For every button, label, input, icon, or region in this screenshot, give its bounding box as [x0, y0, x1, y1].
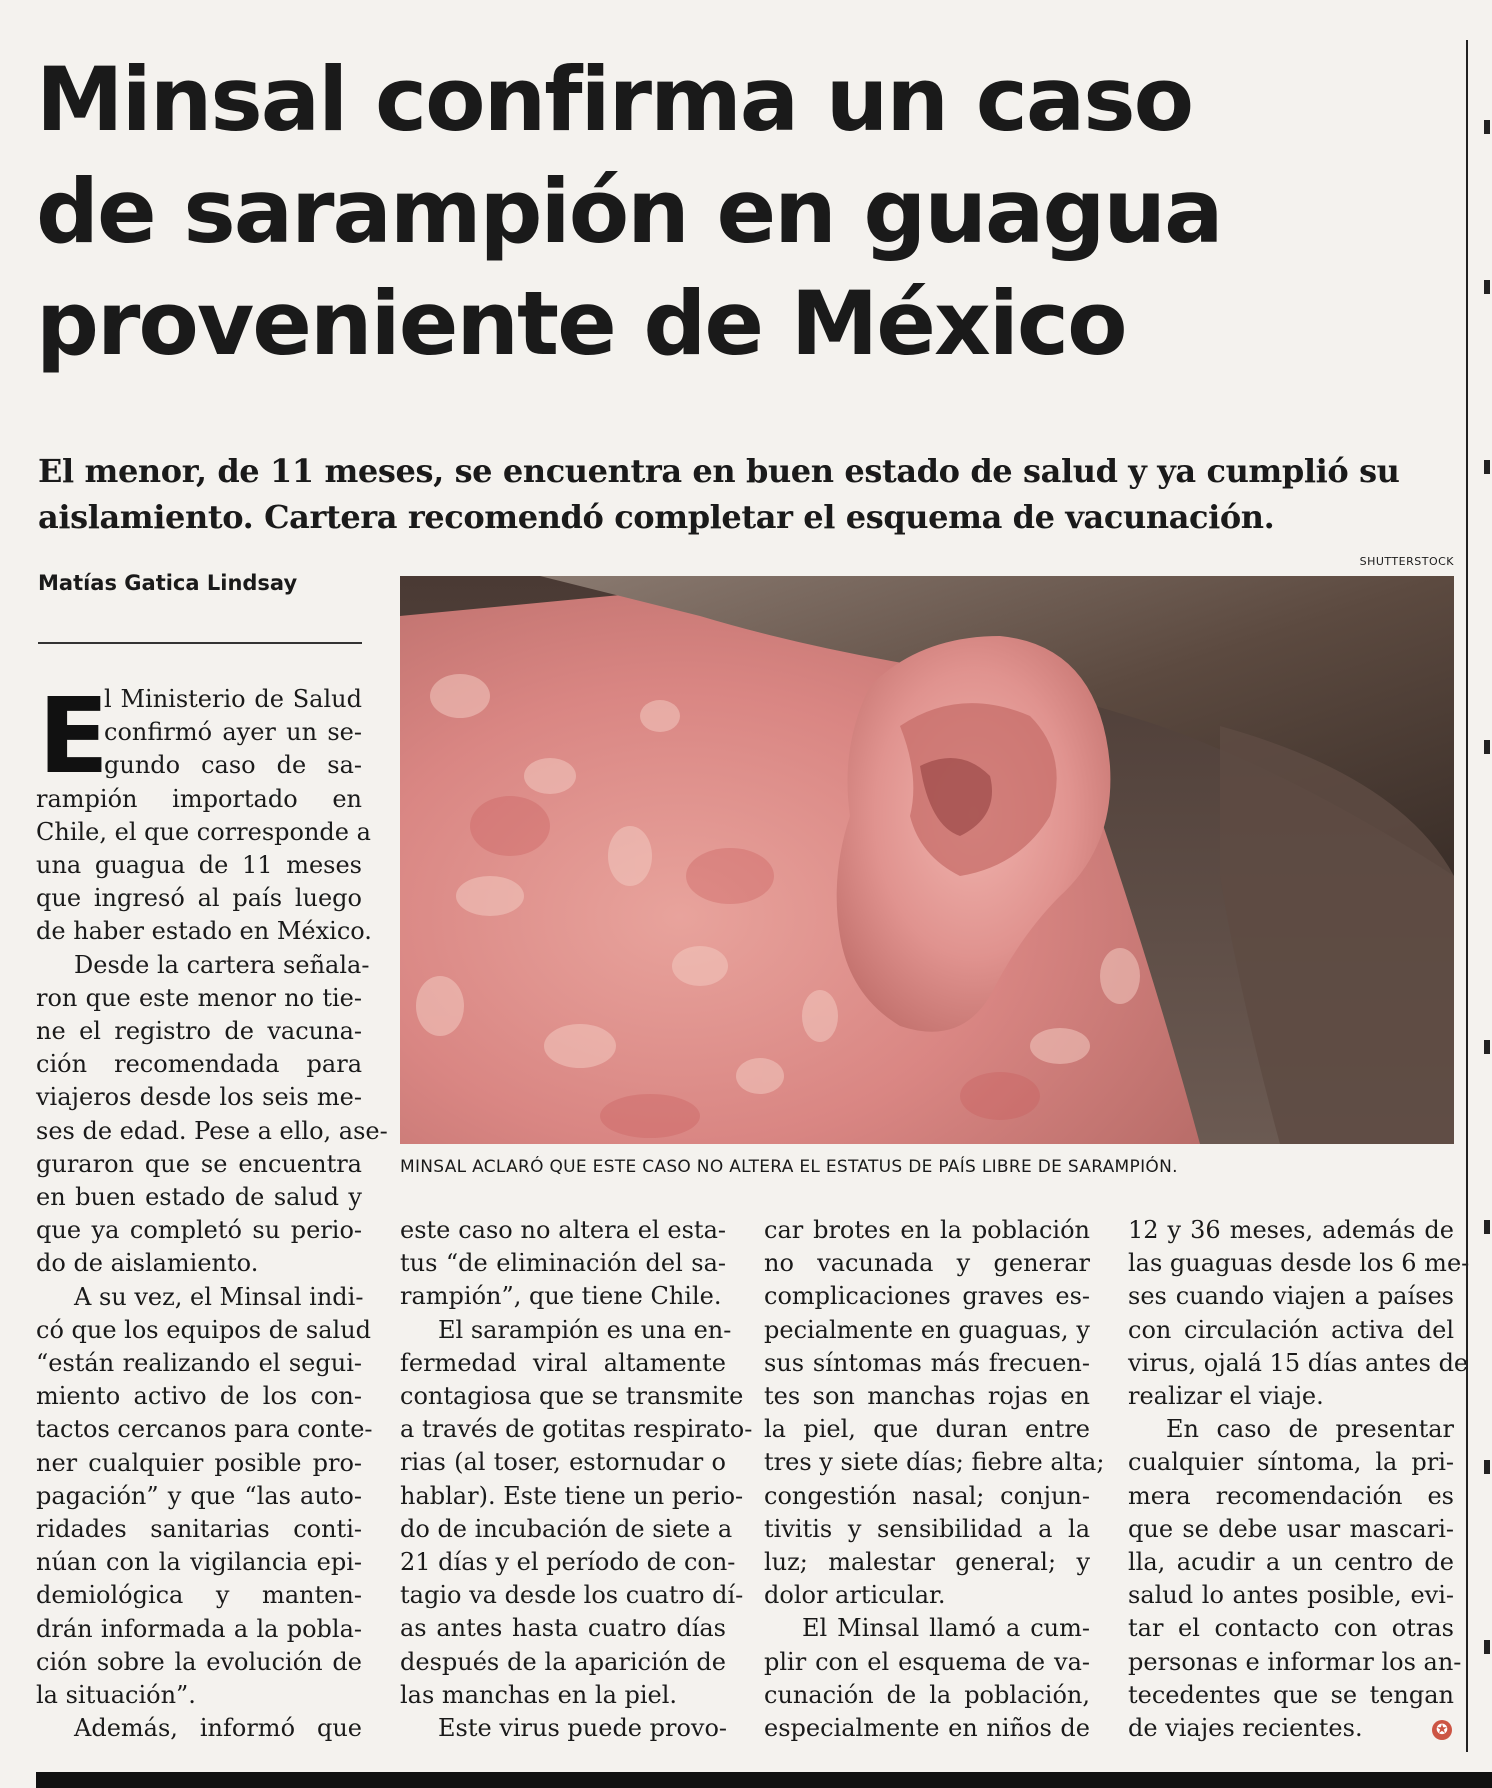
text-line: guraron que se encuentra [36, 1149, 362, 1178]
text-line: tivitis y sensibilidad a la [764, 1514, 1090, 1543]
text-line: que se debe usar mascari- [1128, 1514, 1454, 1543]
headline-line: de sarampión en guagua [36, 160, 1222, 263]
photo-credit: SHUTTERSTOCK [1359, 555, 1454, 568]
text-line: contagiosa que se transmite [400, 1382, 744, 1411]
text-line: plir con el esquema de va- [764, 1647, 1090, 1676]
text-line: congestión nasal; conjun- [764, 1481, 1090, 1510]
headline [36, 44, 1466, 380]
text-line: las guaguas desde los 6 me- [1128, 1249, 1470, 1278]
text-line: este caso no altera el esta- [400, 1216, 726, 1244]
text-line: miento activo de los con- [36, 1382, 362, 1411]
text-line: ses cuando viajen a países [1128, 1282, 1454, 1311]
text-line: pecialmente en guaguas, y [764, 1315, 1090, 1344]
byline: Matías Gatica Lindsay [38, 571, 298, 595]
article-column-3 [764, 1214, 1105, 1745]
text-line: rampión importado en [36, 784, 362, 813]
text-line: El Minsal llamó a cum- [802, 1614, 1090, 1643]
text-line: en buen estado de salud y [36, 1183, 362, 1212]
text-line: tes son manchas rojas en [764, 1382, 1090, 1411]
text-line: rias (al toser, estornudar o [400, 1448, 726, 1477]
text-line: tar el contacto con otras [1128, 1614, 1454, 1643]
text-line: la piel, que duran entre [764, 1415, 1090, 1444]
text-line: tus “de eliminación del sa- [400, 1249, 726, 1278]
text-line: ción sobre la evolución de [36, 1647, 362, 1676]
text-line: car brotes en la población [764, 1216, 1090, 1244]
text-line: ron que este menor no tie- [36, 983, 362, 1012]
text-line: sus síntomas más frecuen- [764, 1348, 1090, 1377]
text-line: có que los equipos de salud [36, 1315, 372, 1344]
headline-line: Minsal confirma un caso [36, 48, 1193, 151]
text-line: El sarampión es una en- [438, 1315, 732, 1344]
text-line: ner cualquier posible pro- [36, 1448, 362, 1477]
text-line: “están realizando el segui- [36, 1349, 362, 1378]
text-line: l Ministerio de Salud [104, 685, 362, 713]
byline-divider [38, 642, 362, 644]
adjacent-column-edge [1482, 40, 1492, 1752]
text-line: tagio va desde los cuatro dí- [400, 1581, 744, 1610]
drop-cap: E [38, 675, 110, 797]
text-line: no vacunada y generar [764, 1249, 1090, 1278]
text-line: pagación” y que “las auto- [36, 1481, 362, 1510]
text-line: a través de gotitas respirato- [400, 1415, 753, 1444]
text-line: una guagua de 11 meses [36, 851, 362, 880]
page-edge-rule [1466, 40, 1468, 1752]
text-line: complicaciones graves es- [764, 1282, 1090, 1311]
text-line: Chile, el que corresponde a [36, 817, 371, 846]
subheadline-line: aislamiento. Cartera recomendó completar el esquema de vacunación. [38, 498, 1275, 536]
text-line: ne el registro de vacuna- [36, 1017, 362, 1046]
article-column-4 [1128, 1214, 1470, 1745]
subheadline [38, 448, 1458, 540]
text-line: virus, ojalá 15 días antes de [1128, 1348, 1469, 1377]
text-line: cunación de la población, [764, 1680, 1090, 1709]
article-column-2 [400, 1214, 753, 1745]
text-line: cualquier síntoma, la pri- [1128, 1448, 1454, 1477]
text-line: confirmó ayer un se- [104, 718, 362, 747]
text-line: Desde la cartera señala- [74, 950, 370, 979]
text-line: viajeros desde los seis me- [36, 1083, 362, 1112]
text-line: realizar el viaje. [1128, 1382, 1324, 1411]
article-photo [400, 576, 1454, 1144]
text-line: salud lo antes posible, evi- [1128, 1581, 1454, 1610]
text-line: do de aislamiento. [36, 1249, 259, 1278]
text-line: las manchas en la piel. [400, 1680, 678, 1709]
text-line: después de la aparición de [400, 1647, 726, 1676]
text-line: que ya completó su perio- [36, 1216, 362, 1245]
text-line: ción recomendada para [36, 1050, 362, 1079]
text-line: A su vez, el Minsal indi- [74, 1282, 364, 1311]
text-line: personas e informar los an- [1128, 1647, 1462, 1676]
text-line: gundo caso de sa- [104, 751, 362, 780]
text-line: ses de edad. Pese a ello, ase- [36, 1116, 388, 1145]
text-line: la situación”. [36, 1681, 196, 1710]
text-line: drán informada a la pobla- [36, 1614, 362, 1643]
text-line: hablar). Este tiene un perio- [400, 1481, 744, 1510]
measles-rash-ear-photo [400, 576, 1454, 1144]
page-footer-bar [36, 1772, 1492, 1788]
text-line: especialmente en niños de [764, 1714, 1090, 1743]
subheadline-line: El menor, de 11 meses, se encuentra en buen estado de salud y ya cumplió su [38, 452, 1400, 490]
text-line: dolor articular. [764, 1581, 946, 1610]
text-line: con circulación activa del [1128, 1315, 1454, 1344]
text-line: 21 días y el período de con- [400, 1548, 736, 1577]
text-line: do de incubación de siete a [400, 1514, 733, 1543]
text-line: tactos cercanos para conte- [36, 1415, 373, 1444]
text-line: Este virus puede provo- [438, 1714, 728, 1743]
article-end-icon: ✪ [1432, 1720, 1452, 1740]
text-line: Además, informó que [74, 1714, 362, 1743]
text-line: tecedentes que se tengan [1128, 1680, 1454, 1709]
text-line: luz; malestar general; y [764, 1548, 1090, 1577]
headline-line: proveniente de México [36, 272, 1126, 375]
text-line: demiológica y manten- [36, 1581, 362, 1610]
text-line: 12 y 36 meses, además de [1128, 1216, 1454, 1244]
text-line: mera recomendación es [1128, 1481, 1454, 1510]
text-line: as antes hasta cuatro días [400, 1614, 726, 1643]
text-line: lla, acudir a un centro de [1128, 1548, 1454, 1577]
text-line: núan con la vigilancia epi- [36, 1548, 362, 1577]
text-line: que ingresó al país luego [36, 884, 362, 913]
photo-caption: MINSAL ACLARÓ QUE ESTE CASO NO ALTERA EL ESTATUS DE PAÍS LIBRE DE SARAMPIÓN. [400, 1157, 1178, 1177]
text-line: tres y siete días; fiebre alta; [764, 1448, 1105, 1477]
text-line: En caso de presentar [1166, 1415, 1454, 1444]
text-line: fermedad viral altamente [400, 1348, 726, 1377]
text-line: de viajes recientes. [1128, 1714, 1363, 1743]
article-column-1 [36, 675, 388, 1746]
text-line: ridades sanitarias conti- [36, 1515, 362, 1544]
text-line: rampión”, que tiene Chile. [400, 1282, 722, 1311]
text-line: de haber estado en México. [36, 917, 372, 946]
